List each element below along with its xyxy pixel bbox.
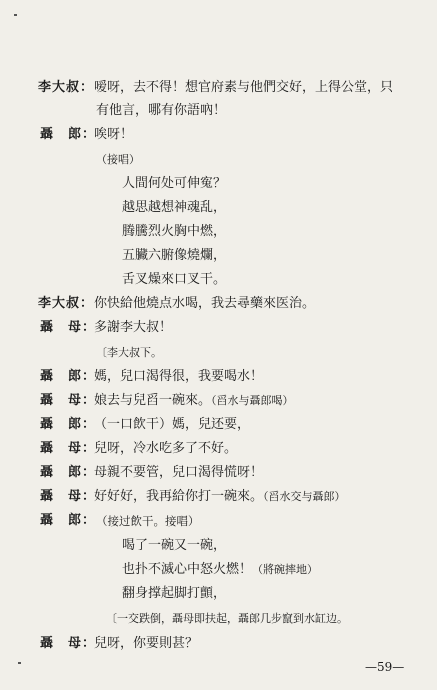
verse-text: 也扑不滅心中怒火燃！（將碗摔地）: [122, 562, 319, 577]
dialogue-text: 母親不要管，兒口渴得慌呀！: [94, 465, 264, 480]
verse-text: 五臟六腑像燒爛，: [122, 248, 227, 263]
speaker-label: 聶 母：: [40, 441, 97, 456]
dialogue-text: 有他言，哪有你語吶！: [96, 103, 227, 118]
speaker-label: 聶 母：: [40, 636, 97, 651]
inline-stage-note: （舀水与聶郎喝）: [211, 394, 294, 407]
inline-stage-note: （舀水交与聶郎）: [263, 490, 346, 503]
dialogue-text: 多謝李大叔！: [94, 320, 173, 335]
speaker-label: 聶 郎：: [40, 513, 97, 528]
inline-stage-note: （將碗摔地）: [252, 563, 319, 576]
dialogue-text: （接过飲干。接唱）: [96, 514, 200, 528]
verse-text: 越思越想神魂乱，: [122, 200, 227, 215]
verse-text: 舌叉燥來口叉干。: [122, 272, 227, 287]
speaker-label: 聶 郎：: [40, 417, 97, 432]
verse-text: 腾騰烈火胸中燃，: [122, 224, 227, 239]
speaker-label: 聶 母：: [40, 393, 97, 408]
dialogue-text: 好好好，我再給你打一碗來。（舀水交与聶郎）: [94, 489, 346, 504]
speaker-label: 聶 郎：: [40, 127, 97, 142]
dialogue-text: 娘去与兒舀一碗來。（舀水与聶郎喝）: [94, 393, 294, 408]
print-speck: [14, 14, 17, 16]
dialogue-text: 媽，兒口渴得很，我要喝水！: [94, 369, 264, 384]
page-number: —59—: [365, 660, 405, 674]
dialogue-text: 兒呀，你要則甚？: [94, 636, 199, 651]
speaker-label: 聶 母：: [40, 489, 97, 504]
dialogue-text: 你快給他燒点水喝，我去尋藥來医治。: [94, 296, 316, 311]
speaker-label: 聶 母：: [40, 320, 97, 335]
verse-text: 喝了一碗又一碗，: [122, 538, 227, 553]
verse-text: 翻身撑起脚打顫，: [122, 586, 227, 601]
dialogue-text: 唉呀！: [94, 127, 134, 142]
stage-direction-text: 〔李大叔下。: [96, 346, 162, 359]
speaker-label: 聶 郎：: [40, 465, 97, 480]
dialogue-text: （一口飲干）媽，兒还要，: [94, 417, 251, 432]
speaker-label: 李大叔：: [38, 80, 95, 95]
speaker-label: 聶 郎：: [40, 369, 97, 384]
verse-text: 人間何处可伸寃？: [122, 176, 227, 191]
stage-direction-text: 〔一交跌倒，聶母即扶起，聶郎几步竄到水缸边。: [106, 612, 348, 625]
stage-direction-text: （接唱）: [96, 153, 140, 166]
speaker-label: 李大叔：: [38, 296, 95, 311]
dialogue-text: 兒呀，冷水吃多了不好。: [94, 441, 238, 456]
print-speck: [18, 662, 21, 664]
dialogue-text: 嗳呀，去不得！想官府素与他們交好，上得公堂，只: [94, 80, 394, 95]
